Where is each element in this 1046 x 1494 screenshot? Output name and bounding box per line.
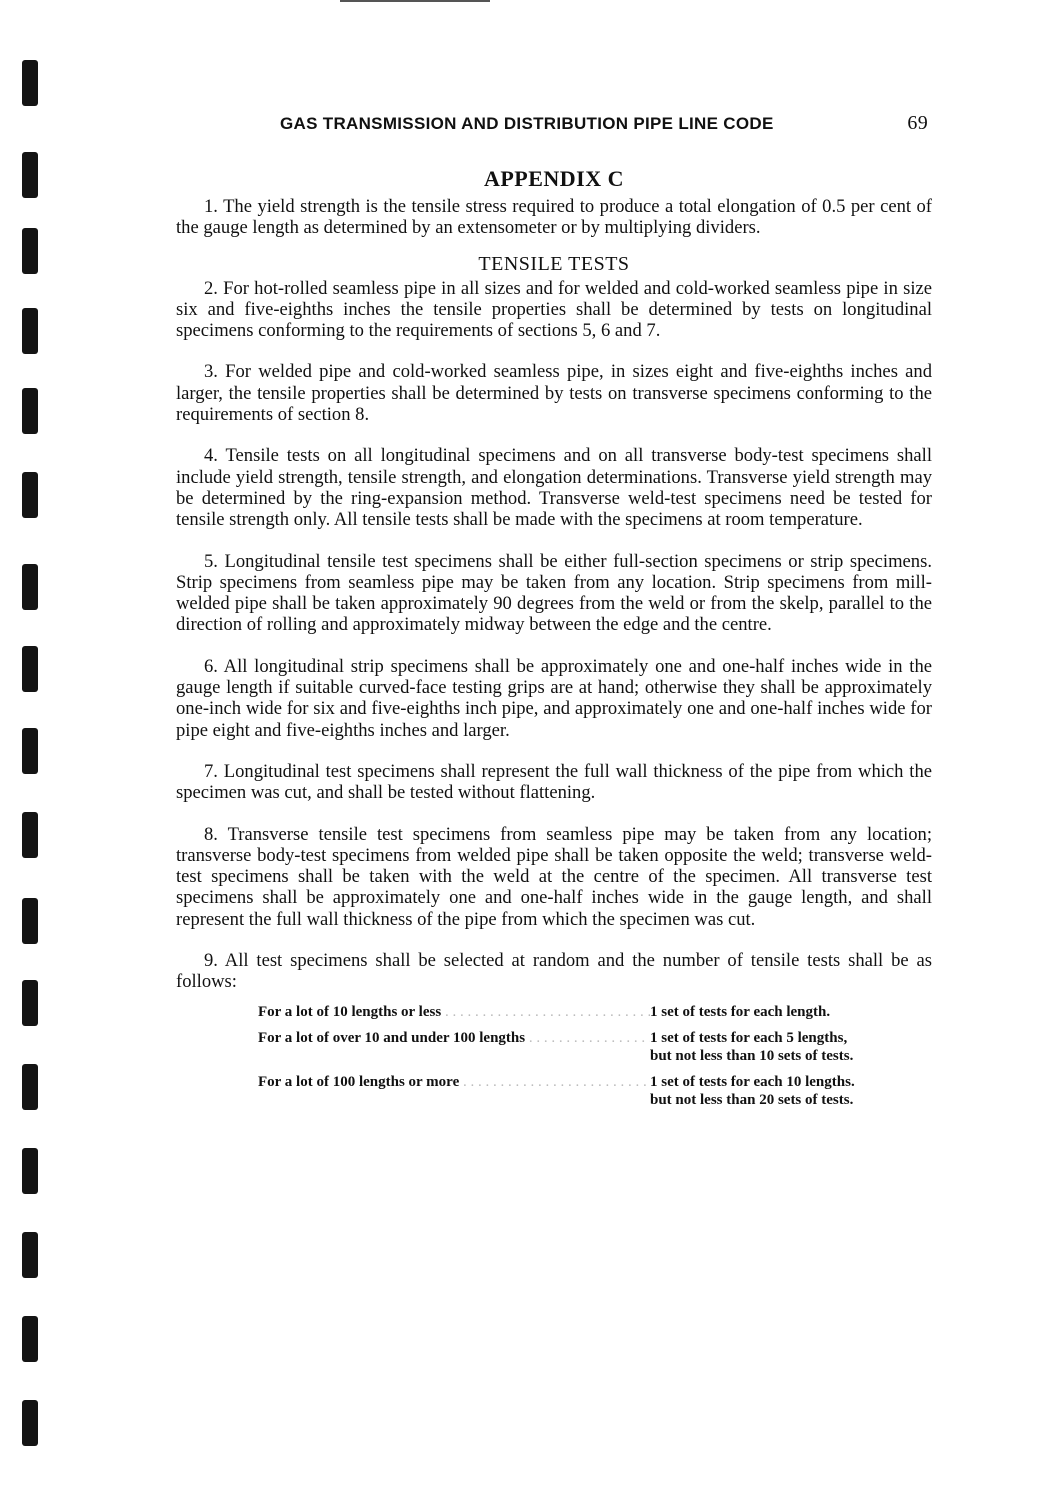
binding-holes	[22, 40, 40, 1480]
paragraph-1: 1. The yield strength is the tensile stress required to produce a total elongation of 0.5 per cent of the gauge length as determined by an extensometer or by multiplying dividers.	[176, 196, 932, 239]
binding-hole-mark	[22, 980, 38, 1026]
schedule-lot: For a lot of 100 lengths or more . . .	[258, 1073, 650, 1109]
binding-hole-mark	[22, 1064, 38, 1110]
binding-hole-mark	[22, 472, 38, 518]
document-page	[176, 108, 932, 1117]
schedule-tests-line: 1 set of tests for each 10 lengths.	[650, 1073, 855, 1090]
binding-hole-mark	[22, 152, 38, 198]
schedule-row	[258, 1073, 932, 1109]
binding-hole-mark	[22, 1400, 38, 1446]
paragraph-2: 2. For hot-rolled seamless pipe in all sizes and for welded and cold-worked seamless pipe in size six and five-eighths inches the tensile properties shall be determined by tests on longitudinal specimens conforming to the requirements of sections 5, 6 and 7.	[176, 277, 932, 342]
paragraph-3: 3. For welded pipe and cold-worked seamless pipe, in sizes eight and five-eighths inches and larger, the tensile properties shall be determined by tests on transverse specimens conforming to the requirements of section 8.	[176, 361, 932, 426]
binding-hole-mark	[22, 646, 38, 692]
binding-hole-mark	[22, 898, 38, 944]
scan-top-rule	[340, 0, 490, 2]
paragraph-9: 9. All test specimens shall be selected at random and the number of tensile tests shall be as follows:	[176, 950, 932, 993]
binding-hole-mark	[22, 1316, 38, 1362]
binding-hole-mark	[22, 388, 38, 434]
schedule-tests	[650, 1003, 930, 1021]
schedule-tests	[650, 1073, 930, 1109]
paragraph-4: 4. Tensile tests on all longitudinal specimens and on all transverse body-test specimens shall include yield strength, tensile strength, and elongation determinations. Transverse yield strength may be determined by the ring-expansion method. Transverse weld-test specimens need be tested for tensile strength only. All tensile tests shall be made with the specimens at room temperature.	[176, 445, 932, 531]
schedule-tests-line: but not less than 10 sets of tests.	[650, 1047, 854, 1064]
schedule-tests-line: 1 set of tests for each 5 lengths,	[650, 1029, 848, 1046]
paragraph-8: 8. Transverse tensile test specimens from seamless pipe may be taken from any location; transverse body-test specimens from welded pipe shall be taken opposite the weld; transverse weld-test specimens shall be taken with the weld at the centre of the specimen. All transverse test specimens shall be approximately one and one-half inches wide in the gauge length, and shall represent the full wall thickness of the pipe from which the specimen was cut.	[176, 823, 932, 930]
paragraph-5: 5. Longitudinal tensile test specimens shall be either full-section specimens or strip specimens. Strip specimens from seamless pipe may be taken from any location. Strip specimens from mill-welded pipe shall be taken approximately 90 degrees from the weld or from the skelp, parallel to the direction of rolling and approximately midway between the edge and the centre.	[176, 550, 932, 636]
paragraph-7: 7. Longitudinal test specimens shall represent the full wall thickness of the pipe from which the specimen was cut, and shall be tested without flattening.	[176, 760, 932, 804]
schedule-tests-line: but not less than 20 sets of tests.	[650, 1091, 854, 1108]
schedule-tests-line: 1 set of tests for each length.	[650, 1003, 831, 1020]
page-number: 69	[907, 112, 928, 134]
binding-hole-mark	[22, 308, 38, 354]
binding-hole-mark	[22, 1148, 38, 1194]
appendix-title: APPENDIX C	[483, 166, 625, 191]
running-header	[176, 108, 932, 136]
running-title: GAS TRANSMISSION AND DISTRIBUTION PIPE LINE CODE	[280, 114, 774, 133]
binding-hole-mark	[22, 228, 38, 274]
binding-hole-mark	[22, 812, 38, 858]
binding-hole-mark	[22, 1232, 38, 1278]
binding-hole-mark	[22, 564, 38, 610]
test-schedule	[176, 1003, 932, 1109]
schedule-row	[258, 1003, 932, 1021]
paragraph-6: 6. All longitudinal strip specimens shall be approximately one and one-half inches wide in the gauge length if suitable curved-face testing grips are at hand; otherwise they shall be approximately one-inch wide for six and five-eighths inch pipe, and approximately one and one-half inches wide for pipe eight and five-eighths inches and larger.	[176, 655, 932, 741]
schedule-lot: For a lot of over 10 and under 100 lengths . . .	[258, 1029, 650, 1065]
schedule-tests	[650, 1029, 930, 1065]
schedule-row	[258, 1029, 932, 1065]
binding-hole-mark	[22, 728, 38, 774]
binding-hole-mark	[22, 60, 38, 106]
section-title-tensile-tests: TENSILE TESTS	[478, 252, 630, 275]
schedule-lot: For a lot of 10 lengths or less . . .	[258, 1003, 650, 1021]
